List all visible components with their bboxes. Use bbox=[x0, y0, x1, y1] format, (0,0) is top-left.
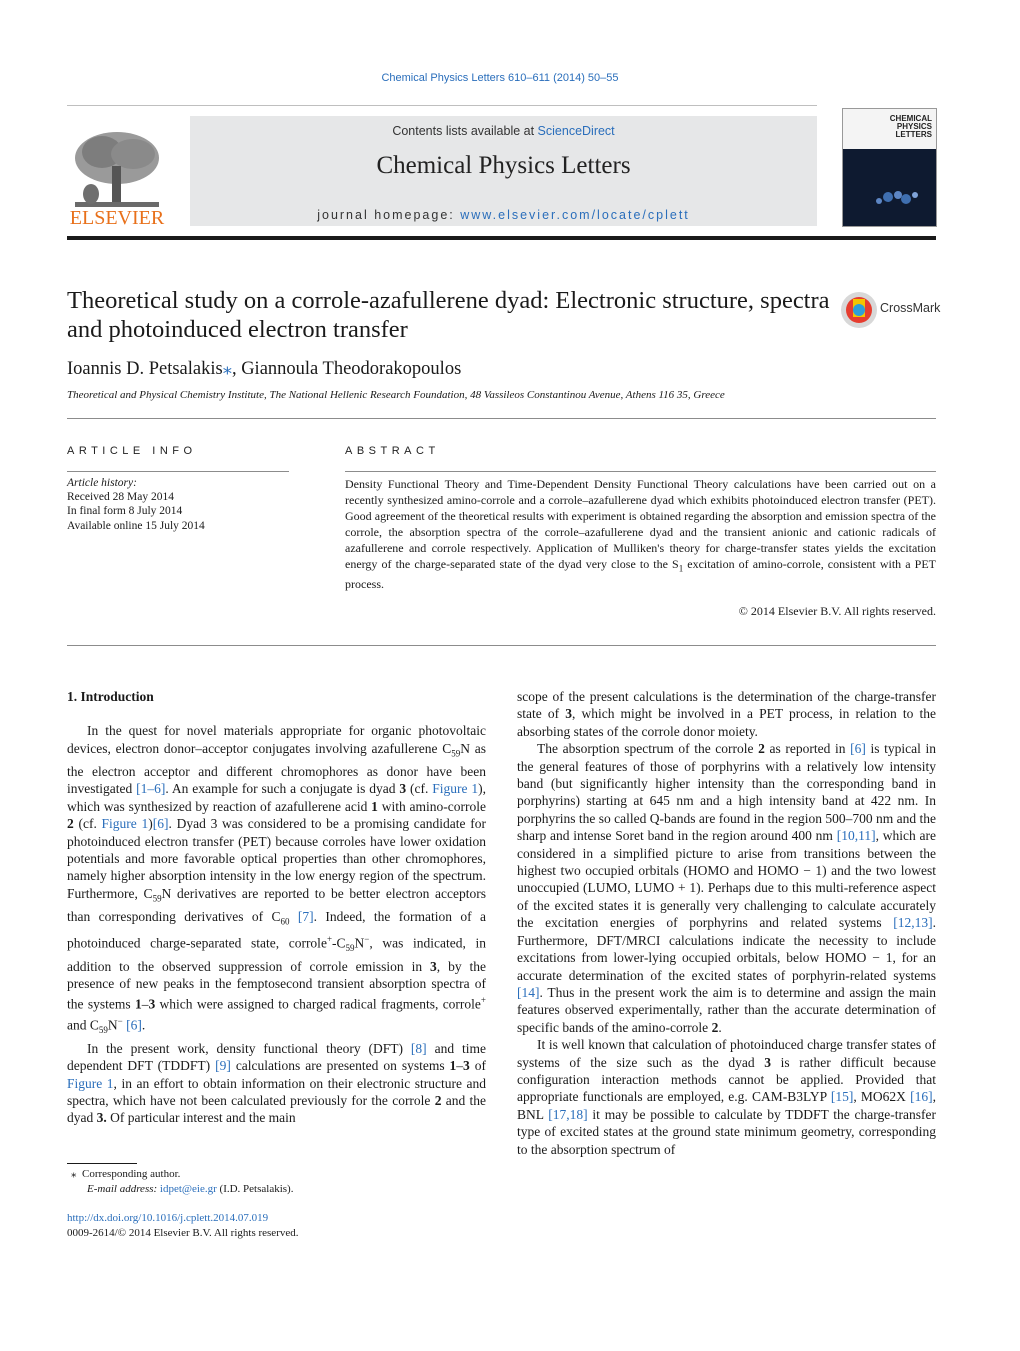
citation-link[interactable]: [1–6] bbox=[136, 781, 166, 797]
abstract-part: Density Functional Theory and Time-Dependent Density Functional Theory calculations have been carried out on a recently synthesized amino-corrole and a corrole–azafullerene dyad which exhibits photoinduced electron transfer (PET). Good agreement of the theoretical results with experiment is obtained regarding the absorption and emission spectra of the corrole, the absorption spectra of the corrole–azafullerene dyad and the transient anionic and cationic radicals of azafullerene and corrole respectively. Application of Mulliken's theory for charge-transfer states yields the excitation energy of the charge-separated state of the dyad very close to the S bbox=[345, 477, 936, 571]
email-label: E-mail address: bbox=[87, 1182, 160, 1195]
issn-line: 0009-2614/© 2014 Elsevier B.V. All rights reserved. bbox=[67, 1226, 299, 1239]
article-info-heading: ARTICLE INFO bbox=[67, 445, 197, 457]
journal-masthead bbox=[190, 116, 817, 226]
history-label: Article history: bbox=[67, 477, 137, 489]
abstract-part: excitation of amino-corrole, consistent with a PET process. bbox=[345, 557, 936, 592]
journal-cover-thumbnail[interactable] bbox=[842, 108, 937, 227]
abstract-text bbox=[345, 476, 936, 592]
body-paragraph: scope of the present calculations is the determination of the charge-transfer state of 3, which might be involved in a PET process, in relation to the absorbing states of the corrole donor moiety. bbox=[517, 689, 936, 739]
citation-link[interactable]: [8] bbox=[410, 1040, 427, 1056]
cover-title: CHEMICAL PHYSICS LETTERS bbox=[889, 114, 932, 139]
final-form-date: In final form 8 July 2014 bbox=[67, 505, 183, 518]
abstract-subscript: 1 bbox=[678, 563, 684, 574]
affiliation: Theoretical and Physical Chemistry Institute, The National Hellenic Research Foundation, 48 Vassileos Constantinou Avenue, Athens 116 35, Greece bbox=[67, 389, 725, 401]
section-heading: 1. Introduction bbox=[67, 689, 154, 704]
corresponding-author-mark[interactable]: ⁎ bbox=[222, 359, 232, 379]
affiliation-divider bbox=[67, 418, 936, 419]
citation-link[interactable]: [10,11] bbox=[836, 828, 876, 844]
author-name: Ioannis D. Petsalakis bbox=[67, 359, 223, 379]
doi-link[interactable]: http://dx.doi.org/10.1016/j.cplett.2014.07.019 bbox=[67, 1212, 269, 1224]
citation-link[interactable]: [17,18] bbox=[548, 1106, 588, 1122]
email-suffix: (I.D. Petsalakis). bbox=[216, 1182, 294, 1195]
crossmark-label[interactable]: CrossMark bbox=[880, 301, 941, 315]
body-column-right bbox=[517, 688, 936, 1158]
author-list bbox=[67, 358, 461, 380]
citation-link[interactable]: [9] bbox=[215, 1058, 231, 1074]
cover-illustration bbox=[843, 149, 936, 226]
body-paragraph: It is well known that calculation of photoinduced charge transfer states of systems of the size such as the dyad 3 is rather difficult because configuration interaction methods cannot be applied. Provided that appropriate functionals are employed, e.g. CAM-B3LYP [15], MO62X [16], BNL [17,18] it may be possible to calculate by TDDFT the charge-transfer type of excited states at the ground state minimum geometry, corresponding to the absorption spectrum of bbox=[517, 1037, 937, 1157]
citation-link[interactable]: [7] bbox=[297, 908, 314, 924]
received-date: Received 28 May 2014 bbox=[67, 491, 174, 504]
corresponding-author-note: Corresponding author. bbox=[82, 1168, 181, 1180]
footnote-rule bbox=[67, 1163, 137, 1164]
footnote-line bbox=[67, 1167, 293, 1182]
abstract-rule bbox=[345, 471, 936, 472]
figure-link[interactable]: Figure 1 bbox=[101, 816, 149, 832]
homepage-line bbox=[190, 208, 817, 222]
author-name: Giannoula Theodorakopoulos bbox=[241, 359, 462, 379]
journal-reference[interactable]: Chemical Physics Letters 610–611 (2014) 50–55 bbox=[381, 72, 619, 84]
abstract-bottom-rule bbox=[67, 645, 936, 646]
body-paragraph: In the quest for novel materials appropriate for organic photovoltaic devices, electron donor–acceptor conjugates involving azafullerene $C_{59}N$ as the electron acceptor and different chromophores as donor have been investigated [1–6]. An example for such a conjugate is dyad 3 (cf. Figure 1), which was synthesized by reaction of azafullerene acid 1 with amino-corrole 2 (cf. Figure 1)[6]. Dyad 3 was considered to be a promising candidate for photoinduced electron transfer (PET) because corroles have lower oxidation potentials and more favorable optical properties than other chromophores, namely higher absorption intensity in the low energy region of the spectrum. Furthermore, $C_{59}N$ derivatives are reported to be better electron acceptors than corresponding derivatives of $C_{60}$ [7]. Indeed, the formation of a photoinduced charge-separated state, $corrole^+-C_{59}N^-$, was indicated, in addition to the observed suppression of corrole emission in 3, by the presence of new peaks in the femptosecond transient absorption spectra of the systems 1–3 which were assigned to charged radical fragments, corrole+ and $C_{59}N^-$ [6]. bbox=[67, 723, 487, 1036]
abstract-heading: ABSTRACT bbox=[345, 445, 440, 457]
article-info-rule bbox=[67, 471, 289, 472]
homepage-prefix: journal homepage: bbox=[317, 208, 461, 222]
footnote bbox=[67, 1167, 293, 1196]
citation-link[interactable]: [12,13] bbox=[893, 915, 933, 931]
copyright-notice: © 2014 Elsevier B.V. All rights reserved. bbox=[738, 604, 936, 618]
citation-link[interactable]: [6] bbox=[152, 816, 169, 832]
sciencedirect-link[interactable]: ScienceDirect bbox=[537, 124, 615, 138]
elsevier-wordmark: ELSEVIER bbox=[69, 207, 165, 229]
body-paragraph: The absorption spectrum of the corrole 2 as reported in [6] is typical in the general features of those of porphyrins with a relatively low intensity band (but significantly higher intensity than the corresponding band in porphyrins) starting at 645 nm and a high intensity band at 422 nm. In porphyrins the so called Q-bands are found in the region 500–700 nm and the sharp and intense Soret band in the region around 400 nm [10,11], which are considered in a simplified picture to arise from transitions between the highest two occupied orbitals (HOMO and HOMO − 1) and the two lowest unoccupied (LUMO, LUMO + 1). Perhaps due to this multi-reference aspect of the excited states it is generally very challenging to calculate accurately the excitation energies of porphyrins and related systems [12,13]. Furthermore, DFT/MRCI calculations indicate the necessity to include excitations from lower-lying occupied orbitals, below HOMO − 1, for an accurate determination of the excited states of porphyrin-related systems [14]. Thus in the present work the aim is to determine and assign the main features observed experimentally, rather than the accurate determination of specific bands of the amino-corrole 2. bbox=[517, 741, 936, 1035]
header-divider bbox=[67, 105, 817, 106]
footnote-email-line bbox=[67, 1182, 293, 1197]
author-separator: , bbox=[231, 359, 242, 379]
article-history bbox=[67, 476, 289, 533]
body-paragraph: In the present work, density functional theory (DFT) [8] and time dependent DFT (TDDFT) [9] calculations are presented on systems 1–3 of Figure 1, in an effort to obtain information on their electronic structure and spectra, which have not been calculated previously for the corrole 2 and the dyad 3. Of particular interest and the main bbox=[67, 1040, 487, 1126]
body-column-left bbox=[67, 688, 486, 1127]
figure-link[interactable]: Figure 1 bbox=[432, 781, 479, 797]
homepage-link[interactable]: www.elsevier.com/locate/cplett bbox=[460, 208, 690, 222]
article-title: Theoretical study on a corrole-azafullerene dyad: Electronic structure, spectra and photoinduced electron transfer bbox=[67, 287, 830, 343]
email-link[interactable]: idpet@eie.gr bbox=[159, 1182, 217, 1195]
contents-line bbox=[190, 124, 817, 138]
masthead-thick-rule bbox=[67, 236, 936, 240]
contents-prefix: Contents lists available at bbox=[392, 124, 538, 138]
doi-block bbox=[67, 1211, 299, 1240]
citation-link[interactable]: [14] bbox=[517, 984, 540, 1000]
citation-link[interactable]: [16] bbox=[910, 1089, 933, 1105]
citation-link[interactable]: [6] bbox=[126, 1017, 142, 1033]
figure-link[interactable]: Figure 1 bbox=[67, 1075, 114, 1091]
online-date: Available online 15 July 2014 bbox=[67, 519, 205, 532]
citation-link[interactable]: [15] bbox=[830, 1089, 854, 1105]
journal-title: Chemical Physics Letters bbox=[376, 152, 631, 179]
footnote-mark: ⁎ bbox=[71, 1168, 77, 1180]
citation-link[interactable]: [6] bbox=[850, 741, 866, 757]
